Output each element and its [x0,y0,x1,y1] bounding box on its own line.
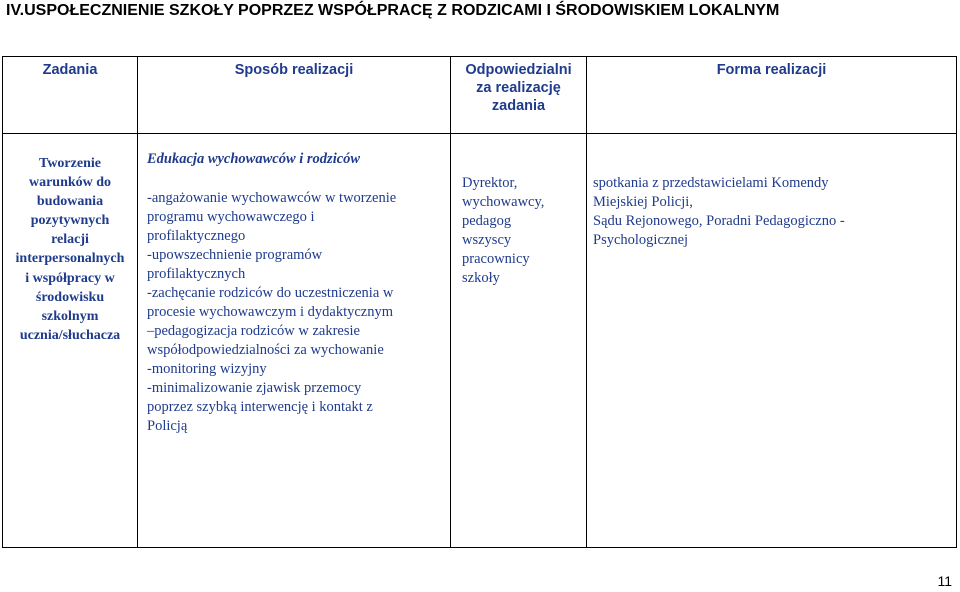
header-forma-realizacji: Forma realizacji [587,57,957,134]
table-row [3,134,957,548]
method-cell: Edukacja wychowawców i rodziców -angażowanie wychowawców w tworzenie programu wychowawczego i profilaktycznego -upowszechnienie programów profilaktycznych -zachęcanie rodziców do uczestniczenia w procesie wychowawczym i dydaktycznym –pedagogizacja rodziców w zakresie współodpowiedzialności za wychowanie -monitoring wizyjny -minimalizowanie zjawisk przemocy poprzez szybką interwencję i kontakt z Policją [138,134,451,548]
task-cell: Tworzenie warunków do budowania pozytywnych relacji interpersonalnych i współpracy w środowisku szkolnym ucznia/słuchacza [3,134,138,548]
header-zadania: Zadania [3,57,138,134]
responsible-cell: Dyrektor, wychowawcy, pedagog wszyscy pracownicy szkoły [451,134,587,548]
header-sposob-realizacji: Sposób realizacji [138,57,451,134]
page-number: 11 [937,573,952,589]
section-heading: IV.USPOŁECZNIENIE SZKOŁY POPRZEZ WSPÓŁPRACĘ Z RODZICAMI I ŚRODOWISKIEM LOKALNYM [6,2,780,19]
plan-table [2,56,957,548]
method-title: Edukacja wychowawców i rodziców [147,151,361,167]
header-odpowiedzialni: Odpowiedzialni za realizację zadania [451,57,587,134]
table-header-row [3,57,957,134]
form-cell: spotkania z przedstawicielami Komendy Miejskiej Policji, Sądu Rejonowego, Poradni Pedagogiczno - Psychologicznej [587,134,957,548]
